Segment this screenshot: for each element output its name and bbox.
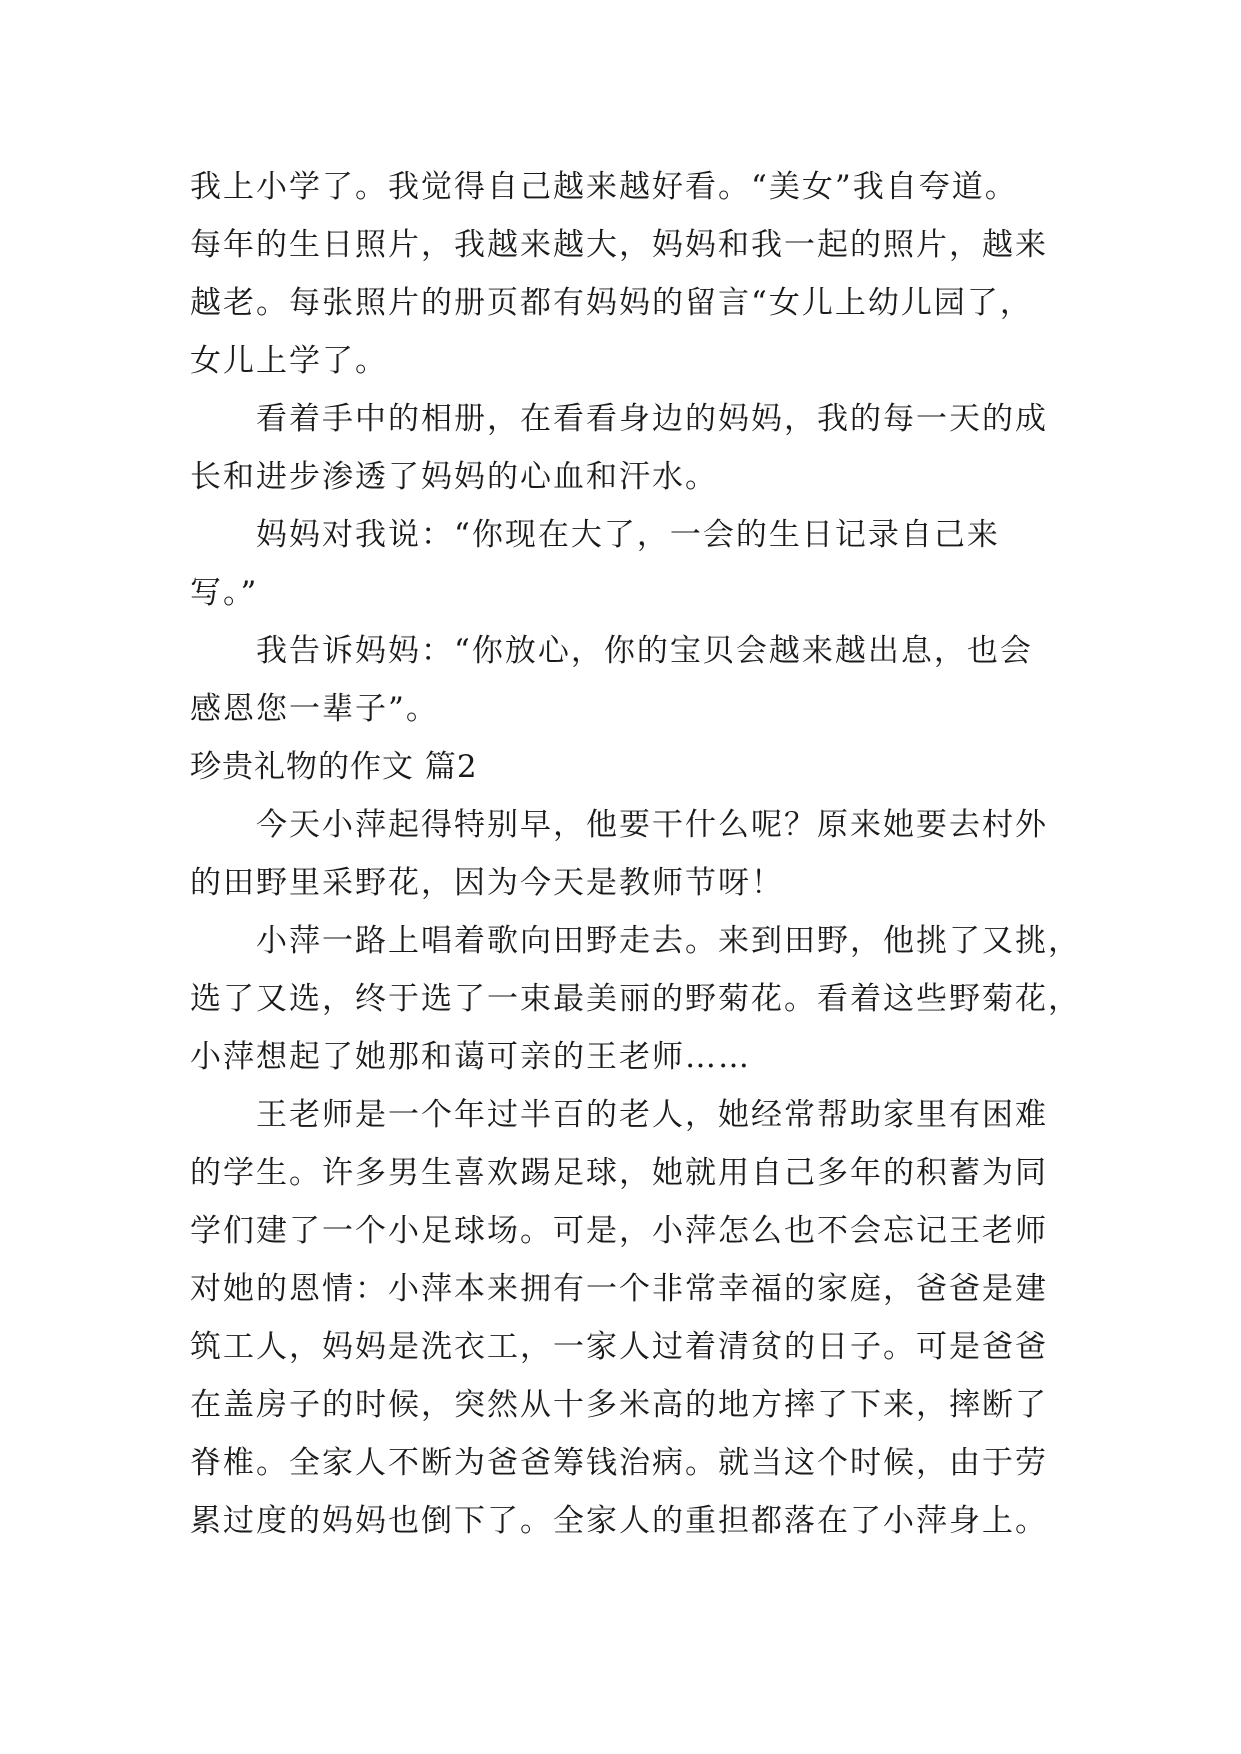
text-line: 累过度的妈妈也倒下了。全家人的重担都落在了小萍身上。	[190, 1503, 1048, 1539]
text-line: 每年的生日照片，我越来越大，妈妈和我一起的照片，越来	[190, 227, 1048, 263]
text-line: 筑工人，妈妈是洗衣工，一家人过着清贫的日子。可是爸爸	[190, 1329, 1048, 1365]
paragraph-first-line: 小萍一路上唱着歌向田野走去。来到田野，他挑了又挑，	[256, 923, 1081, 959]
text-line: 学们建了一个小足球场。可是，小萍怎么也不会忘记王老师	[190, 1213, 1048, 1249]
text-line: 对她的恩情：小萍本来拥有一个非常幸福的家庭，爸爸是建	[190, 1271, 1048, 1307]
paragraph-first-line: 看着手中的相册，在看看身边的妈妈，我的每一天的成	[256, 401, 1048, 437]
text-line: 女儿上学了。	[190, 343, 388, 379]
paragraph-first-line: 王老师是一个年过半百的老人，她经常帮助家里有困难	[256, 1097, 1048, 1133]
text-line: 感恩您一辈子”。	[190, 691, 439, 727]
document-body	[190, 158, 1090, 1550]
text-line: 在盖房子的时候，突然从十多米高的地方摔了下来，摔断了	[190, 1387, 1048, 1423]
text-line: 脊椎。全家人不断为爸爸筹钱治病。就当这个时候，由于劳	[190, 1445, 1048, 1481]
section-heading: 珍贵礼物的作文 篇2	[190, 749, 478, 785]
paragraph-first-line: 妈妈对我说：“你现在大了，一会的生日记录自己来	[256, 517, 1000, 553]
paragraph-first-line: 我告诉妈妈：“你放心，你的宝贝会越来越出息，也会	[256, 633, 1033, 669]
text-line: 我上小学了。我觉得自己越来越好看。“美女”我自夸道。	[190, 169, 1018, 205]
text-line: 小萍想起了她那和蔼可亲的王老师……	[190, 1039, 751, 1075]
paragraph-first-line: 今天小萍起得特别早，他要干什么呢？原来她要去村外	[256, 807, 1048, 843]
text-line: 选了又选，终于选了一束最美丽的野菊花。看着这些野菊花，	[190, 981, 1081, 1017]
text-line: 的田野里采野花，因为今天是教师节呀！	[190, 865, 784, 901]
text-line: 的学生。许多男生喜欢踢足球，她就用自己多年的积蓄为同	[190, 1155, 1048, 1191]
text-line: 越老。每张照片的册页都有妈妈的留言“女儿上幼儿园了，	[190, 285, 1033, 321]
text-line: 长和进步渗透了妈妈的心血和汗水。	[190, 459, 718, 495]
text-line: 写。”	[190, 575, 259, 611]
